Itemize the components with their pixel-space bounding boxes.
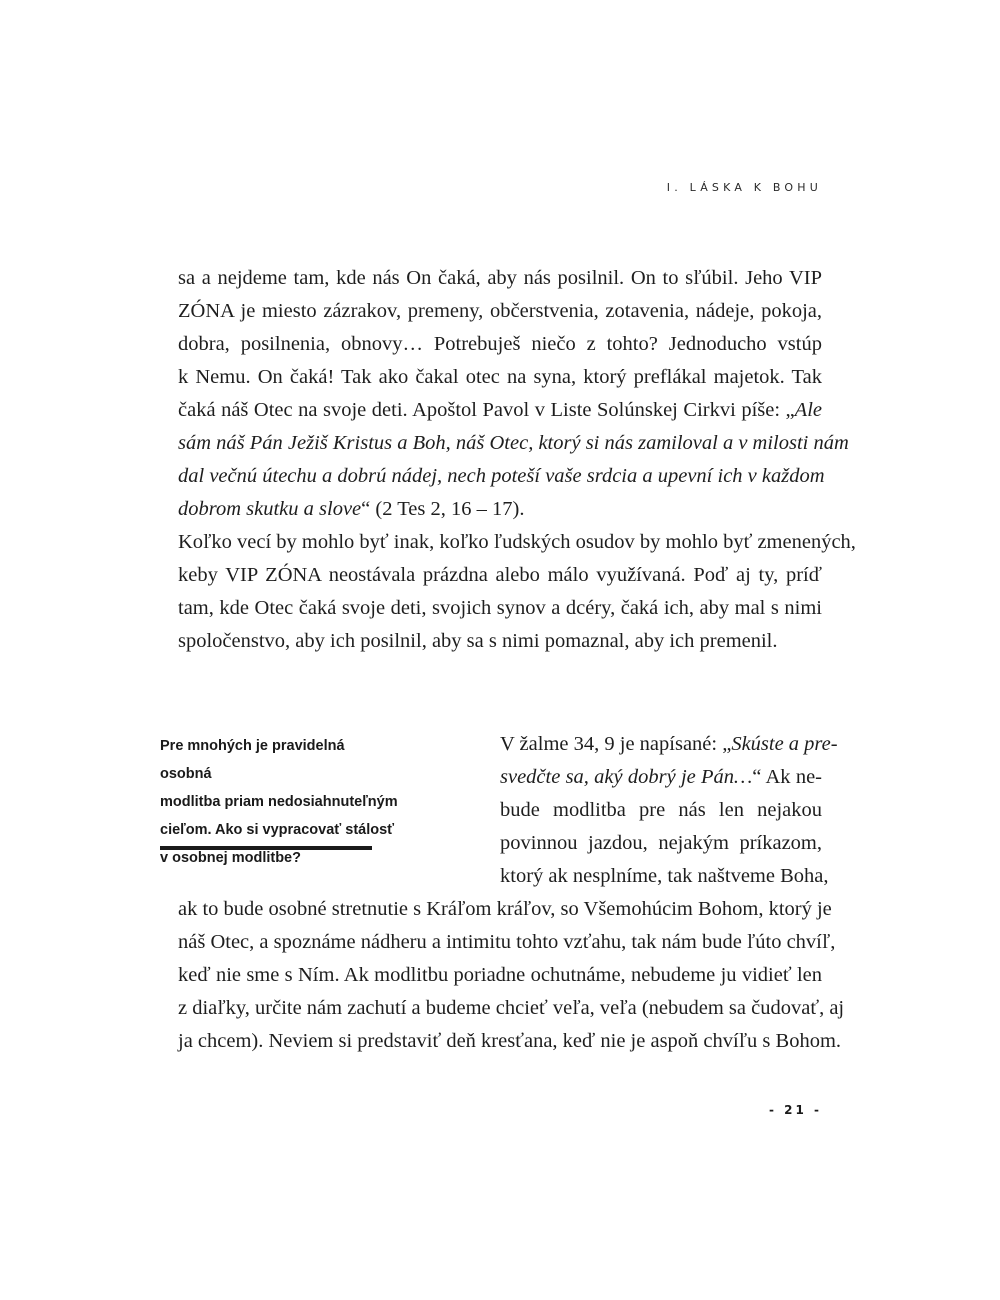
question-line: Pre mnohých je pravidelná osobná <box>160 738 345 782</box>
text-line: sa a nejdeme tam, kde nás On čaká, aby nás posilnil. On to sľúbil. Jeho VIP <box>178 267 822 289</box>
text-line: ak to bude osobné stretnutie s Kráľom kráľov, so Všemohúcim Bohom, ktorý je <box>178 898 832 920</box>
question-line: v osobnej modlitbe? <box>160 850 301 866</box>
quote-text: Skúste a pre- <box>731 733 838 755</box>
text-span: “ Ak ne- <box>752 766 822 788</box>
question-line: cieľom. Ako si vypracovať stálosť <box>160 822 395 838</box>
text-line: bude modlitba pre nás len nejakou <box>500 799 822 821</box>
text-line: Koľko vecí by mohlo byť inak, koľko ľudských osudov by mohlo byť zmenených, <box>178 531 856 553</box>
text-line: z diaľky, určite nám zachutí a budeme chcieť veľa, veľa (nebudem sa čudovať, aj <box>178 997 845 1019</box>
text-line <box>178 493 822 526</box>
text-line <box>500 761 822 794</box>
text-line: keď nie sme s Ním. Ak modlitbu poriadne ochutnáme, nebudeme ju vidieť len <box>178 964 822 986</box>
text-line <box>178 460 825 493</box>
text-line: k Nemu. On čaká! Tak ako čakal otec na syna, ktorý preflákal majetok. Tak <box>178 366 822 388</box>
quote-text: sám náš Pán Ježiš Kristus a Boh, náš Otec, ktorý si nás zamiloval a v milosti nám <box>178 432 849 454</box>
quote-text: dal večnú útechu a dobrú nádej, nech poteší vaše srdcia a upevní ich v každom <box>178 465 825 487</box>
text-line <box>178 427 849 460</box>
text-line: ktorý ak nesplníme, tak naštveme Boha, <box>500 865 829 887</box>
quote-start: Ale <box>794 399 822 421</box>
text-line <box>500 728 838 761</box>
text-line: tam, kde Otec čaká svoje deti, svojich synov a dcéry, čaká ich, aby mal s nimi <box>178 597 822 619</box>
text-line: povinnou jazdou, nejakým príkazom, <box>500 832 822 854</box>
pull-question <box>160 732 400 872</box>
citation: “ (2 Tes 2, 16 – 17). <box>361 498 525 520</box>
text-line: náš Otec, a spoznáme nádheru a intimitu tohto vzťahu, tak nám bude ľúto chvíľ, <box>178 931 836 953</box>
text-span: čaká náš Otec na svoje deti. Apoštol Pavol v Liste Solúnskej Cirkvi píše: „ <box>178 399 795 421</box>
text-line: keby VIP ZÓNA neostávala prázdna alebo málo využívaná. Poď aj ty, príď <box>178 564 822 586</box>
text-line: dobra, posilnenia, obnovy… Potrebuješ niečo z tohto? Jednoducho vstúp <box>178 333 822 355</box>
divider-rule <box>160 846 372 850</box>
paragraph-3-full <box>178 893 845 1058</box>
text-line: spoločenstvo, aby ich posilnil, aby sa s nimi pomaznal, aby ich premenil. <box>178 630 778 652</box>
running-head: I. LÁSKA K BOHU <box>666 181 822 194</box>
text-span: V žalme 34, 9 je napísané: „ <box>500 733 732 755</box>
text-line: ja chcem). Neviem si predstaviť deň kresťana, keď nie je aspoň chvíľu s Bohom. <box>178 1030 842 1052</box>
text-line <box>178 394 822 427</box>
text-line: ZÓNA je miesto zázrakov, premeny, občerstvenia, zotavenia, nádeje, pokoja, <box>178 300 822 322</box>
page-number: - 21 - <box>768 1103 822 1117</box>
quote-text: dobrom skutku a slove <box>178 498 362 520</box>
question-line: modlitba priam nedosiahnuteľným <box>160 794 398 810</box>
paragraph-3-wrap <box>500 728 838 893</box>
paragraph-1 <box>178 262 856 658</box>
quote-text: svedčte sa, aký dobrý je Pán… <box>500 766 753 788</box>
